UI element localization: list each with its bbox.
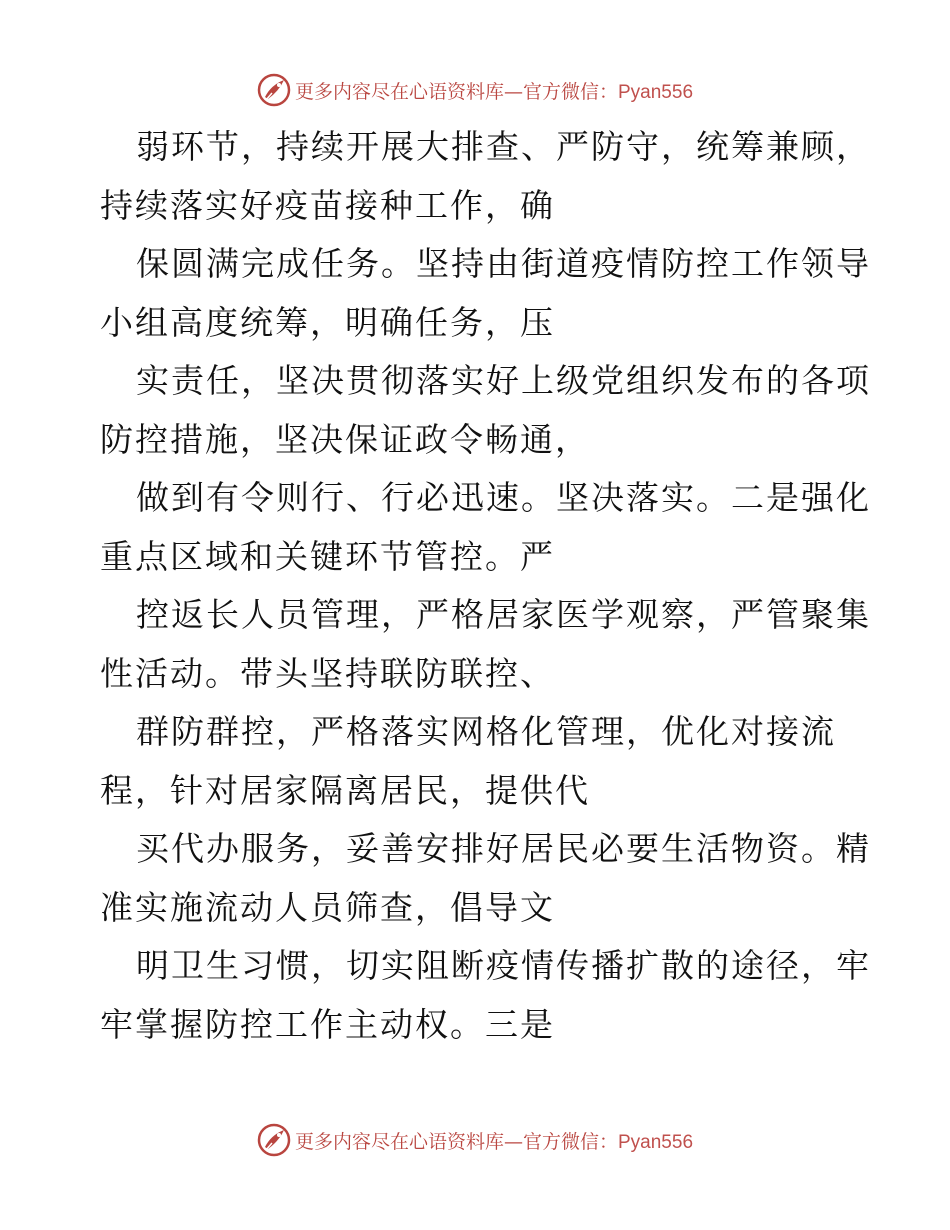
paragraph-5 xyxy=(100,586,871,703)
footer-watermark-main: 更多内容尽在心语资料库 xyxy=(294,1130,504,1153)
paragraph-line: 保圆满完成任务。坚持由街道疫情防控工作领导 xyxy=(136,244,871,283)
paragraph-7 xyxy=(100,820,871,937)
header-watermark xyxy=(0,70,950,110)
paragraph-line: 小组高度统筹，明确任务，压 xyxy=(100,302,555,342)
quill-logo-icon xyxy=(257,73,291,107)
paragraph-line: 买代办服务，妥善安排好居民必要生活物资。精 xyxy=(136,829,871,868)
paragraph-line: 明卫生习惯，切实阻断疫情传播扩散的途径，牢 xyxy=(136,946,871,985)
paragraph-line: 做到有令则行、行必迅速。坚决落实。二是强化 xyxy=(136,478,871,517)
header-watermark-wechat: 官方微信： xyxy=(522,80,618,103)
header-watermark-id: Pyan556 xyxy=(618,81,694,103)
header-watermark-text xyxy=(295,77,693,104)
paragraph-line: 防控措施，坚决保证政令畅通， xyxy=(100,419,590,459)
footer-watermark xyxy=(0,1120,950,1160)
paragraph-line: 群防群控，严格落实网格化管理，优化对接流 xyxy=(136,712,836,751)
header-watermark-main: 更多内容尽在心语资料库 xyxy=(294,80,504,103)
paragraph-line: 持续落实好疫苗接种工作，确 xyxy=(100,185,555,225)
paragraph-line: 牢掌握防控工作主动权。三是 xyxy=(100,1004,555,1044)
paragraph-line: 程，针对居家隔离居民，提供代 xyxy=(100,770,590,810)
header-watermark-dash: — xyxy=(503,80,523,103)
paragraph-1 xyxy=(100,118,871,235)
paragraph-line: 实责任，坚决贯彻落实好上级党组织发布的各项 xyxy=(136,361,871,400)
paragraph-3 xyxy=(100,352,871,469)
document-body xyxy=(100,118,871,1054)
footer-watermark-wechat: 官方微信： xyxy=(522,1130,618,1153)
paragraph-line: 弱环节，持续开展大排查、严防守，统筹兼顾， xyxy=(136,127,871,166)
paragraph-4 xyxy=(100,469,871,586)
footer-watermark-id: Pyan556 xyxy=(618,1131,694,1153)
footer-watermark-text xyxy=(295,1127,693,1154)
paragraph-line: 准实施流动人员筛查，倡导文 xyxy=(100,887,555,927)
paragraph-8 xyxy=(100,937,871,1054)
paragraph-6 xyxy=(100,703,860,820)
paragraph-2 xyxy=(100,235,871,352)
paragraph-line: 性活动。带头坚持联防联控、 xyxy=(100,653,555,693)
paragraph-line: 重点区域和关键环节管控。严 xyxy=(100,536,555,576)
quill-logo-icon xyxy=(257,1123,291,1157)
footer-watermark-dash: — xyxy=(503,1130,523,1153)
paragraph-line: 控返长人员管理，严格居家医学观察，严管聚集 xyxy=(136,595,871,634)
